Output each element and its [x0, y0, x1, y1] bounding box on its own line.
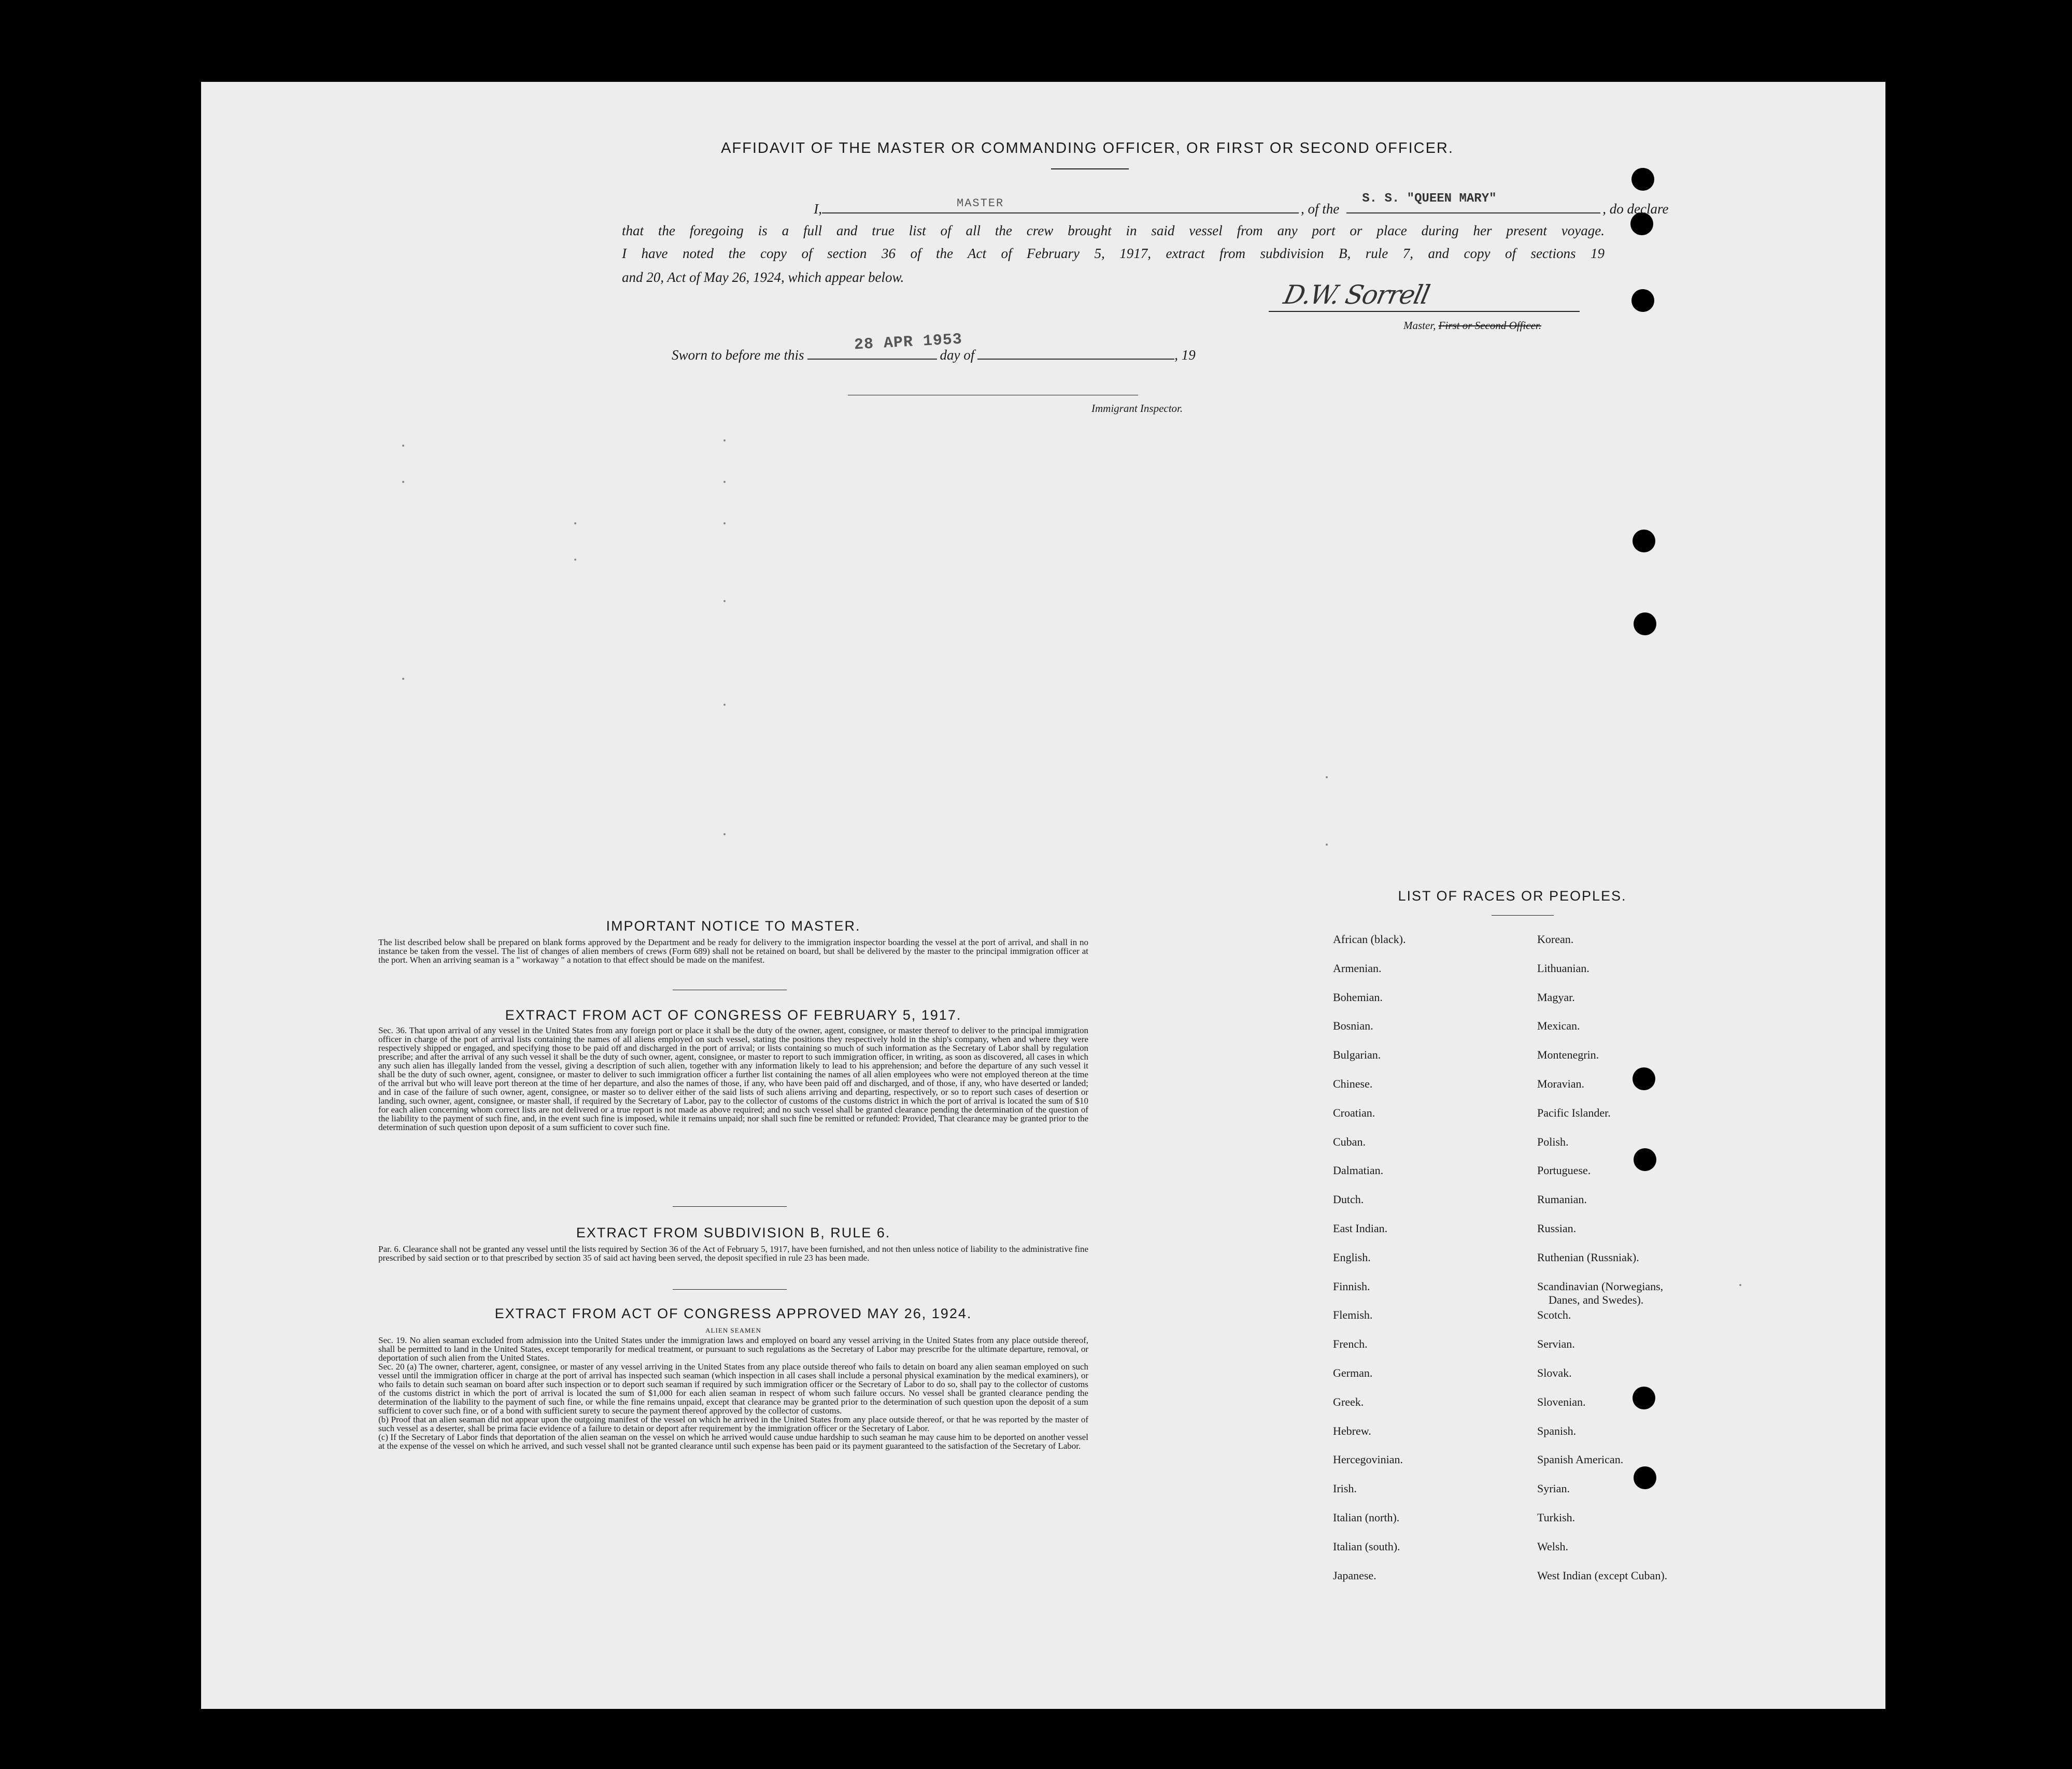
- race-item: Ruthenian (Russniak).: [1537, 1250, 1639, 1264]
- sec-19: Sec. 19. No alien seaman excluded from admission into the United States under the immigration laws and employed on board any vessel arriving in the United States from any place outside thereof, shall be permitted to land in the United States, except temporarily for medical treatment, or pursuant to such regulations as the Secretary of Labor may prescribe for the ultimate departure, removal, or deportation of such alien from the United States.: [378, 1335, 1088, 1363]
- scan-dot: [723, 439, 726, 441]
- race-item: Scotch.: [1537, 1308, 1571, 1322]
- race-item: Lithuanian.: [1537, 961, 1590, 975]
- race-item: Italian (south).: [1333, 1539, 1400, 1553]
- race-item: Chinese.: [1333, 1077, 1373, 1090]
- race-item: Flemish.: [1333, 1308, 1373, 1322]
- punch-hole: [1633, 530, 1655, 552]
- signature-caption: [1403, 319, 1541, 332]
- race-item: Bohemian.: [1333, 990, 1383, 1004]
- document-page: [201, 82, 1885, 1709]
- race-item: Bosnian.: [1333, 1019, 1373, 1033]
- race-item: Slovenian.: [1537, 1395, 1586, 1408]
- vessel-blank: [1346, 192, 1600, 213]
- race-item: Montenegrin.: [1537, 1048, 1599, 1062]
- race-item: African (black).: [1333, 933, 1406, 946]
- scan-dot: [723, 833, 726, 835]
- master-signature: D.W. Sorrell: [1281, 280, 1432, 310]
- name-stamp: MASTER: [957, 197, 1004, 210]
- sworn-line: [672, 331, 1196, 363]
- scan-dot: [723, 704, 726, 706]
- race-item: Croatian.: [1333, 1106, 1375, 1119]
- race-item: Hercegovinian.: [1333, 1453, 1403, 1466]
- race-item: Finnish.: [1333, 1279, 1370, 1293]
- race-item: Scandinavian (Norwegians, Danes, and Swedes).: [1537, 1279, 1664, 1306]
- punch-hole: [1631, 289, 1654, 312]
- race-item: Spanish American.: [1537, 1453, 1624, 1466]
- punch-hole: [1631, 168, 1654, 191]
- race-item: Welsh.: [1537, 1539, 1568, 1553]
- scan-dot: [402, 678, 404, 680]
- caption-officer-struck: First or Second Officer.: [1438, 319, 1541, 332]
- extract-1924-subtitle: ALIEN SEAMEN: [705, 1326, 761, 1334]
- scan-dot: [1326, 776, 1328, 778]
- race-item: Pacific Islander.: [1537, 1106, 1611, 1119]
- races-title-underline: [1492, 915, 1554, 916]
- race-item: Portuguese.: [1537, 1164, 1591, 1177]
- i-label: I,: [814, 201, 822, 217]
- date-stamp: 28 APR 1953: [853, 331, 963, 354]
- race-item: Slovak.: [1537, 1366, 1572, 1379]
- race-item: Greek.: [1333, 1395, 1364, 1408]
- scan-dot: [1326, 844, 1328, 846]
- race-item: Cuban.: [1333, 1135, 1366, 1148]
- race-item: Dutch.: [1333, 1193, 1364, 1206]
- name-blank: [822, 199, 1299, 213]
- scan-dot: [723, 522, 726, 524]
- race-item: English.: [1333, 1250, 1371, 1264]
- sec-20a: Sec. 20 (a) The owner, charterer, agent, consignee, or master of any vessel arriving in the United States from any place outside thereof who fails to detain on board any alien seaman employed on such vessel until the immigration officer in charge at the port of arrival has inspected such seaman (which inspection in all cases shall include a personal physical examination by the medical examiners), or who fails to detain such seaman on board after such inspection or to deport such seaman if required by such immigration officer or the Secretary of Labor to do so, shall pay to the collector of customs of the customs district in which the port of arrival is located the sum of $1,000 for each alien seaman in respect of whom such failure occurs. No vessel shall be granted clearance pending the determination of the liability to the payment of such fine, or while the fine remains unpaid, except that clearance may be granted prior to the determination of such question upon the deposit of a sum sufficient to cover such fine, or of a bond with sufficient surety to secure the payment thereof approved by the collector of customs.: [378, 1362, 1088, 1416]
- inspector-caption: Immigrant Inspector.: [1091, 402, 1183, 415]
- vessel-stamp: S. S. "QUEEN MARY": [1362, 192, 1497, 206]
- sec-20c: (c) If the Secretary of Labor finds that deportation of the alien seaman on the vessel on which he arrived would cause undue hardship to such seaman he may cause him to be deported on another vessel at the expense of the vessel on which he arrived, and such vessel shall not be granted clearance until such expense has been paid or its payment guaranteed to the satisfaction of the Secretary of Labor.: [378, 1432, 1088, 1451]
- race-item: Servian.: [1537, 1337, 1575, 1351]
- section-divider: [673, 1206, 787, 1207]
- of-the-label: , of the: [1301, 201, 1340, 217]
- race-item: Moravian.: [1537, 1077, 1585, 1090]
- declaration-line-3: I have noted the copy of section 36 of the Act of February 5, 1917, extract from subdivision B, rule 7, and copy of sections 19: [622, 246, 1605, 261]
- extract-1924-body: [378, 1336, 1088, 1450]
- race-item: Armenian.: [1333, 961, 1382, 975]
- signature-line: [1269, 311, 1580, 312]
- race-item: Magyar.: [1537, 990, 1575, 1004]
- scan-dot: [723, 481, 726, 483]
- scan-dot: [574, 522, 576, 524]
- race-item: Irish.: [1333, 1482, 1357, 1495]
- month-blank: [977, 345, 1174, 360]
- section-divider: [673, 1289, 787, 1290]
- day-of-label: day of: [940, 347, 975, 363]
- caption-master: Master,: [1403, 319, 1436, 332]
- year-label: , 19: [1174, 347, 1196, 363]
- declaration-line-1: [698, 192, 1669, 217]
- extract-1917-body: Sec. 36. That upon arrival of any vessel in the United States from any foreign port or place it shall be the duty of the owner, agent, consignee, or master thereof to deliver to the principal immigration officer in charge of the port of arrival lists containing the names of all aliens employed on such vessel, stating the positions they respectively hold in the ship's company, when and where they were respectively shipped or engaged, and specifying those to be paid off and discharged in the port of arrival; or lists containing so much of such information as the Secretary of Labor shall by regulation prescribe; and after the arrival of any such vessel it shall be the duty of such owner, agent, consignee, or master to report to such immigration officer, in writing, as soon as discovered, all cases in which any such alien has illegally landed from the vessel, giving a description of such alien, together with any information likely to lead to his apprehension; and before the departure of any such vessel it shall be the duty of such owner, agent, consignee, or master to deliver to such immigration officer a further list containing the names of all alien employees who were not employed thereon at the time of the arrival but who will leave port thereon at the time of her departure, and also the names of those, if any, who have been paid off and discharged, and of those, if any, who have deserted or landed; and in case of the failure of such owner, agent, consignee, or master so to deliver either of the said lists of such aliens arriving and departing, respectively, or so to report such cases of desertion or landing, such owner, agent, consignee, or master shall, if required by the Secretary of Labor, pay to the collector of customs of the customs district in which the port of arrival is located the sum of $10 for each alien concerning whom correct lists are not delivered or a true report is not made as above required; and no such vessel shall be granted clearance pending the determination of the question of the liability to the payment of such fine, and, in the event such fine is imposed, while it remains unpaid; nor shall such fine be remitted or refunded: Provided, That clearance may be granted prior to the determination of such question upon deposit of a sum sufficient to cover such fine.: [378, 1025, 1088, 1132]
- race-item: Spanish.: [1537, 1424, 1577, 1437]
- race-item: Mexican.: [1537, 1019, 1580, 1033]
- punch-hole: [1634, 1148, 1656, 1171]
- do-declare-label: , do declare: [1602, 201, 1669, 217]
- race-item: Syrian.: [1537, 1482, 1570, 1495]
- punch-hole: [1633, 1387, 1655, 1409]
- extract-1917-title: EXTRACT FROM ACT OF CONGRESS OF FEBRUARY 5, 1917.: [505, 1007, 962, 1023]
- sec-20b: (b) Proof that an alien seaman did not appear upon the outgoing manifest of the vessel on which he arrived in the United States from any place outside thereof, or that he was reported by the master of such vessel as a deserter, shall be prima facie evidence of a failure to detain or deport after requirement by the immigration officer or the Secretary of Labor.: [378, 1415, 1088, 1433]
- declaration-line-4: and 20, Act of May 26, 1924, which appear below.: [622, 269, 904, 285]
- subdivision-title: EXTRACT FROM SUBDIVISION B, RULE 6.: [576, 1225, 891, 1240]
- race-item: Hebrew.: [1333, 1424, 1371, 1437]
- subdivision-body: Par. 6. Clearance shall not be granted any vessel until the lists required by Section 36 of the Act of February 5, 1917, have been furnished, and not then unless notice of liability to the administrative fine prescribed by said section or to that prescribed by section 35 of said act having been served, the deposit specified in rule 23 has been made.: [378, 1244, 1088, 1263]
- extract-1924-title: EXTRACT FROM ACT OF CONGRESS APPROVED MAY 26, 1924.: [494, 1306, 972, 1321]
- scan-dot: [723, 600, 726, 602]
- race-item: Korean.: [1537, 933, 1574, 946]
- race-item: Polish.: [1537, 1135, 1569, 1148]
- race-item: East Indian.: [1333, 1222, 1388, 1235]
- notice-title: IMPORTANT NOTICE TO MASTER.: [606, 918, 861, 934]
- notice-body: The list described below shall be prepared on blank forms approved by the Department and be ready for delivery to the immigration inspector boarding the vessel at the port of arrival, and shall in no instance be taken from the vessel. The list of changes of alien members of crews (Form 689) shall not be retained on board, but shall be delivered by the master to the principal immigration officer at the port. When an arriving seaman is a " workaway " a notation to that effect should be made on the manifest.: [378, 937, 1088, 965]
- punch-hole: [1634, 612, 1656, 635]
- races-title: LIST OF RACES OR PEOPLES.: [1398, 888, 1627, 904]
- punch-hole: [1633, 1067, 1655, 1090]
- race-item: West Indian (except Cuban).: [1537, 1568, 1668, 1582]
- scan-dot: [402, 445, 404, 447]
- scan-dot: [574, 559, 576, 561]
- race-item: Rumanian.: [1537, 1193, 1587, 1206]
- punch-hole: [1634, 1466, 1656, 1489]
- race-item: French.: [1333, 1337, 1368, 1351]
- title-underline: [1051, 168, 1129, 169]
- sworn-label: Sworn to before me this: [672, 347, 804, 363]
- declaration-line-2: that the foregoing is a full and true list of all the crew brought in said vessel from any port or place during her present voyage.: [622, 223, 1605, 238]
- race-item: Bulgarian.: [1333, 1048, 1381, 1062]
- race-item: German.: [1333, 1366, 1373, 1379]
- race-item: Russian.: [1537, 1222, 1577, 1235]
- scan-dot: [402, 481, 404, 483]
- race-item: Japanese.: [1333, 1568, 1376, 1582]
- race-item: Italian (north).: [1333, 1511, 1400, 1524]
- race-item: Dalmatian.: [1333, 1164, 1384, 1177]
- race-item: Turkish.: [1537, 1511, 1576, 1524]
- scan-dot: [1739, 1284, 1741, 1286]
- affidavit-title: AFFIDAVIT OF THE MASTER OR COMMANDING OFFICER, OR FIRST OR SECOND OFFICER.: [721, 140, 1454, 156]
